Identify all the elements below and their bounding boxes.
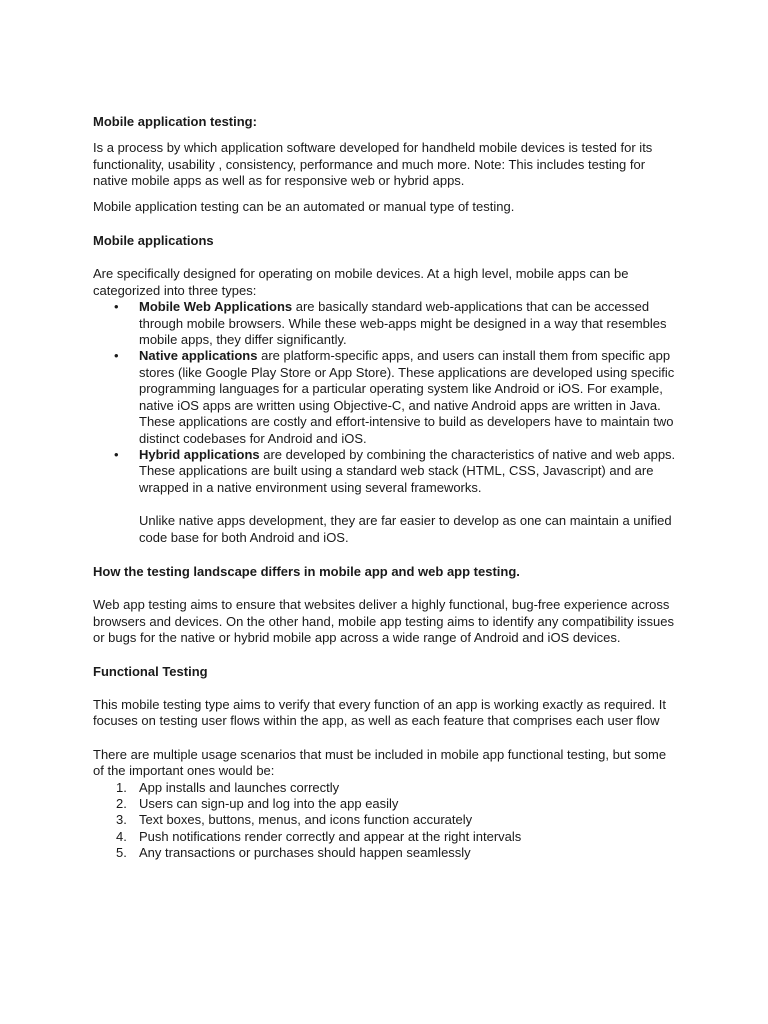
list-item-number: 3. xyxy=(116,812,127,828)
list-item-term: Mobile Web Applications xyxy=(139,299,293,315)
app-types-list xyxy=(93,299,678,496)
list-item-text: Push notifications render correctly and appear at the right intervals xyxy=(139,828,522,844)
list-item-number: 4. xyxy=(116,828,127,844)
list-item-number: 2. xyxy=(116,796,127,811)
section-heading-landscape: How the testing landscape differs in mobile app and web app testing. xyxy=(93,563,520,579)
section-heading-functional-testing: Functional Testing xyxy=(93,663,208,679)
list-item xyxy=(93,796,678,812)
list-item xyxy=(93,845,678,861)
document-title: Mobile application testing: xyxy=(93,114,257,129)
list-item-text: App installs and launches correctly xyxy=(139,779,340,795)
functional-testing-paragraph-1: This mobile testing type aims to verify that every function of an app is working exactly as required. It focuses on testing user flows within the app, as well as each feature that comprises each user flow xyxy=(93,696,666,729)
intro-paragraph-1: Is a process by which application software developed for handheld mobile devices is tested for its functionality, usability , consistency, performance and much more. Note: This includes testing for native mobile apps as well as for responsive web or hybrid apps. xyxy=(93,140,653,189)
list-item xyxy=(93,447,678,496)
bullet-icon: • xyxy=(114,446,119,462)
list-item xyxy=(93,829,678,845)
list-item-text: are developed by combining the characteristics of native and web apps. These applications are built using a standard web stack (HTML, CSS, Javascript) and are wrapped in a native environment using several frameworks. xyxy=(139,446,676,495)
list-item-text: Users can sign-up and log into the app easily xyxy=(139,796,399,811)
functional-testing-paragraph-2: There are multiple usage scenarios that must be included in mobile app functional testing, but some of the important ones would be: xyxy=(93,746,667,779)
list-item-text: are platform-specific apps, and users can install them from specific app stores (like Google Play Store or App Store). These applications are developed using specific programming languages for a particular operating system like Android or iOS. For example, native iOS apps are written using Objective-C, and native Android apps are written in Java. These applications are costly and effort-intensive to build as developers have to maintain two distinct codebases for Android and iOS. xyxy=(139,348,675,446)
list-item-number: 1. xyxy=(116,779,127,795)
bullet-icon: • xyxy=(114,348,119,364)
list-item xyxy=(93,299,678,348)
list-item xyxy=(93,812,678,828)
list-item-number: 5. xyxy=(116,845,127,861)
intro-paragraph-2: Mobile application testing can be an automated or manual type of testing. xyxy=(93,198,515,214)
mobile-applications-intro: Are specifically designed for operating on mobile devices. At a high level, mobile apps can be categorized into three types: xyxy=(93,266,629,298)
list-item xyxy=(93,348,678,446)
section-heading-mobile-applications: Mobile applications xyxy=(93,233,214,249)
list-item xyxy=(93,780,678,796)
list-item-text: Any transactions or purchases should happen seamlessly xyxy=(139,845,471,861)
list-item-term: Native applications xyxy=(139,348,258,364)
list-item-term: Hybrid applications xyxy=(139,446,260,462)
list-item-text: Text boxes, buttons, menus, and icons function accurately xyxy=(139,812,473,828)
document-body xyxy=(93,114,678,862)
functional-scenarios-list xyxy=(93,780,678,862)
bullet-icon: • xyxy=(114,299,119,315)
landscape-paragraph: Web app testing aims to ensure that websites deliver a highly functional, bug-free experience across browsers and devices. On the other hand, mobile app testing aims to identify any compatibility issues or bugs for the native or hybrid mobile app across a wide range of Android and iOS devices. xyxy=(93,597,674,646)
list-item-text: are basically standard web-applications that can be accessed through mobile browsers. While these web-apps might be designed in a way that resembles mobile apps, they differ significantly. xyxy=(139,299,667,348)
hybrid-apps-followup: Unlike native apps development, they are far easier to develop as one can maintain a unified code base for both Android and iOS. xyxy=(139,513,672,545)
